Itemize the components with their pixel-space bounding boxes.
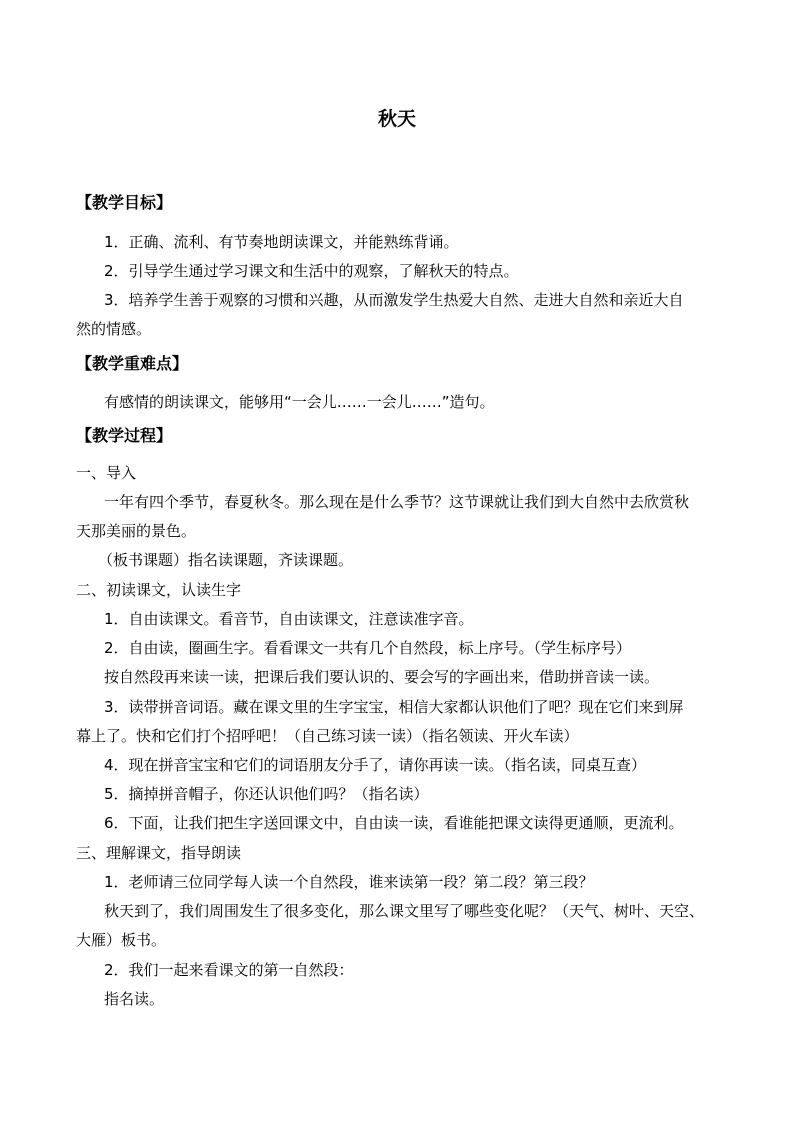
heading-key-points: 【教学重难点】 — [76, 354, 189, 373]
section-2-line-5: 幕上了。快和它们打个招呼吧！（自己练习读一读）（指名领读、开火车读） — [76, 727, 579, 745]
section-2-title: 二、初读课文，认读生字 — [76, 581, 242, 599]
heading-goals: 【教学目标】 — [76, 193, 173, 212]
section-3-line-2: 秋天到了，我们周围发生了很多变化，那么课文里写了哪些变化呢？（天气、树叶、天空、 — [104, 902, 705, 920]
section-2-line-6: 4．现在拼音宝宝和它们的词语朋友分手了，请你再读一读。（指名读，同桌互查） — [104, 756, 647, 774]
section-1-title: 一、导入 — [76, 464, 137, 482]
section-2-line-4: 3．读带拼音词语。藏在课文里的生字宝宝，相信大家都认识他们了吧？现在它们来到屏 — [104, 698, 684, 716]
section-1-line-3: （板书课题）指名读课题，齐读课题。 — [98, 551, 354, 569]
section-2-line-7: 5．摘掉拼音帽子，你还认识他们吗？（指名读） — [104, 785, 429, 803]
goal-item-3-cont: 然的情感。 — [76, 320, 152, 338]
section-1-line-1: 一年有四个季节，春夏秋冬。那么现在是什么季节？这节课就让我们到大自然中去欣赏秋 — [104, 493, 690, 511]
section-3-title: 三、理解课文，指导朗读 — [76, 844, 242, 862]
section-3-line-4: 2．我们一起来看课文的第一自然段： — [104, 961, 354, 979]
heading-process: 【教学过程】 — [76, 426, 173, 445]
goal-item-1: 1．正确、流利、有节奏地朗读课文，并能熟练背诵。 — [104, 233, 459, 251]
goal-item-2: 2．引导学生通过学习课文和生活中的观察，了解秋天的特点。 — [104, 262, 519, 280]
section-2-line-1: 1．自由读课文。看音节，自由读课文，注意读准字音。 — [104, 610, 474, 628]
section-3-line-1: 1．老师请三位同学每人读一个自然段，谁来读第一段？第二段？第三段？ — [104, 873, 594, 891]
section-2-line-3: 按自然段再来读一读，把课后我们要认识的、要会写的字画出来，借助拼音读一读。 — [104, 668, 660, 686]
section-1-line-2: 天那美丽的景色。 — [76, 522, 197, 540]
section-3-line-3: 大雁）板书。 — [76, 931, 167, 949]
section-2-line-8: 6．下面，让我们把生字送回课文中，自由读一读，看谁能把课文读得更通顺，更流利。 — [104, 814, 684, 832]
key-points-text: 有感情的朗读课文，能够用“一会儿……一会儿……”造句。 — [104, 393, 495, 411]
section-2-line-2: 2．自由读，圈画生字。看看课文一共有几个自然段，标上序号。（学生标序号） — [104, 639, 632, 657]
goal-item-3: 3．培养学生善于观察的习惯和兴趣，从而激发学生热爱大自然、走进大自然和亲近大自 — [104, 291, 684, 309]
page-title: 秋天 — [377, 108, 416, 130]
section-3-line-5: 指名读。 — [104, 990, 165, 1008]
